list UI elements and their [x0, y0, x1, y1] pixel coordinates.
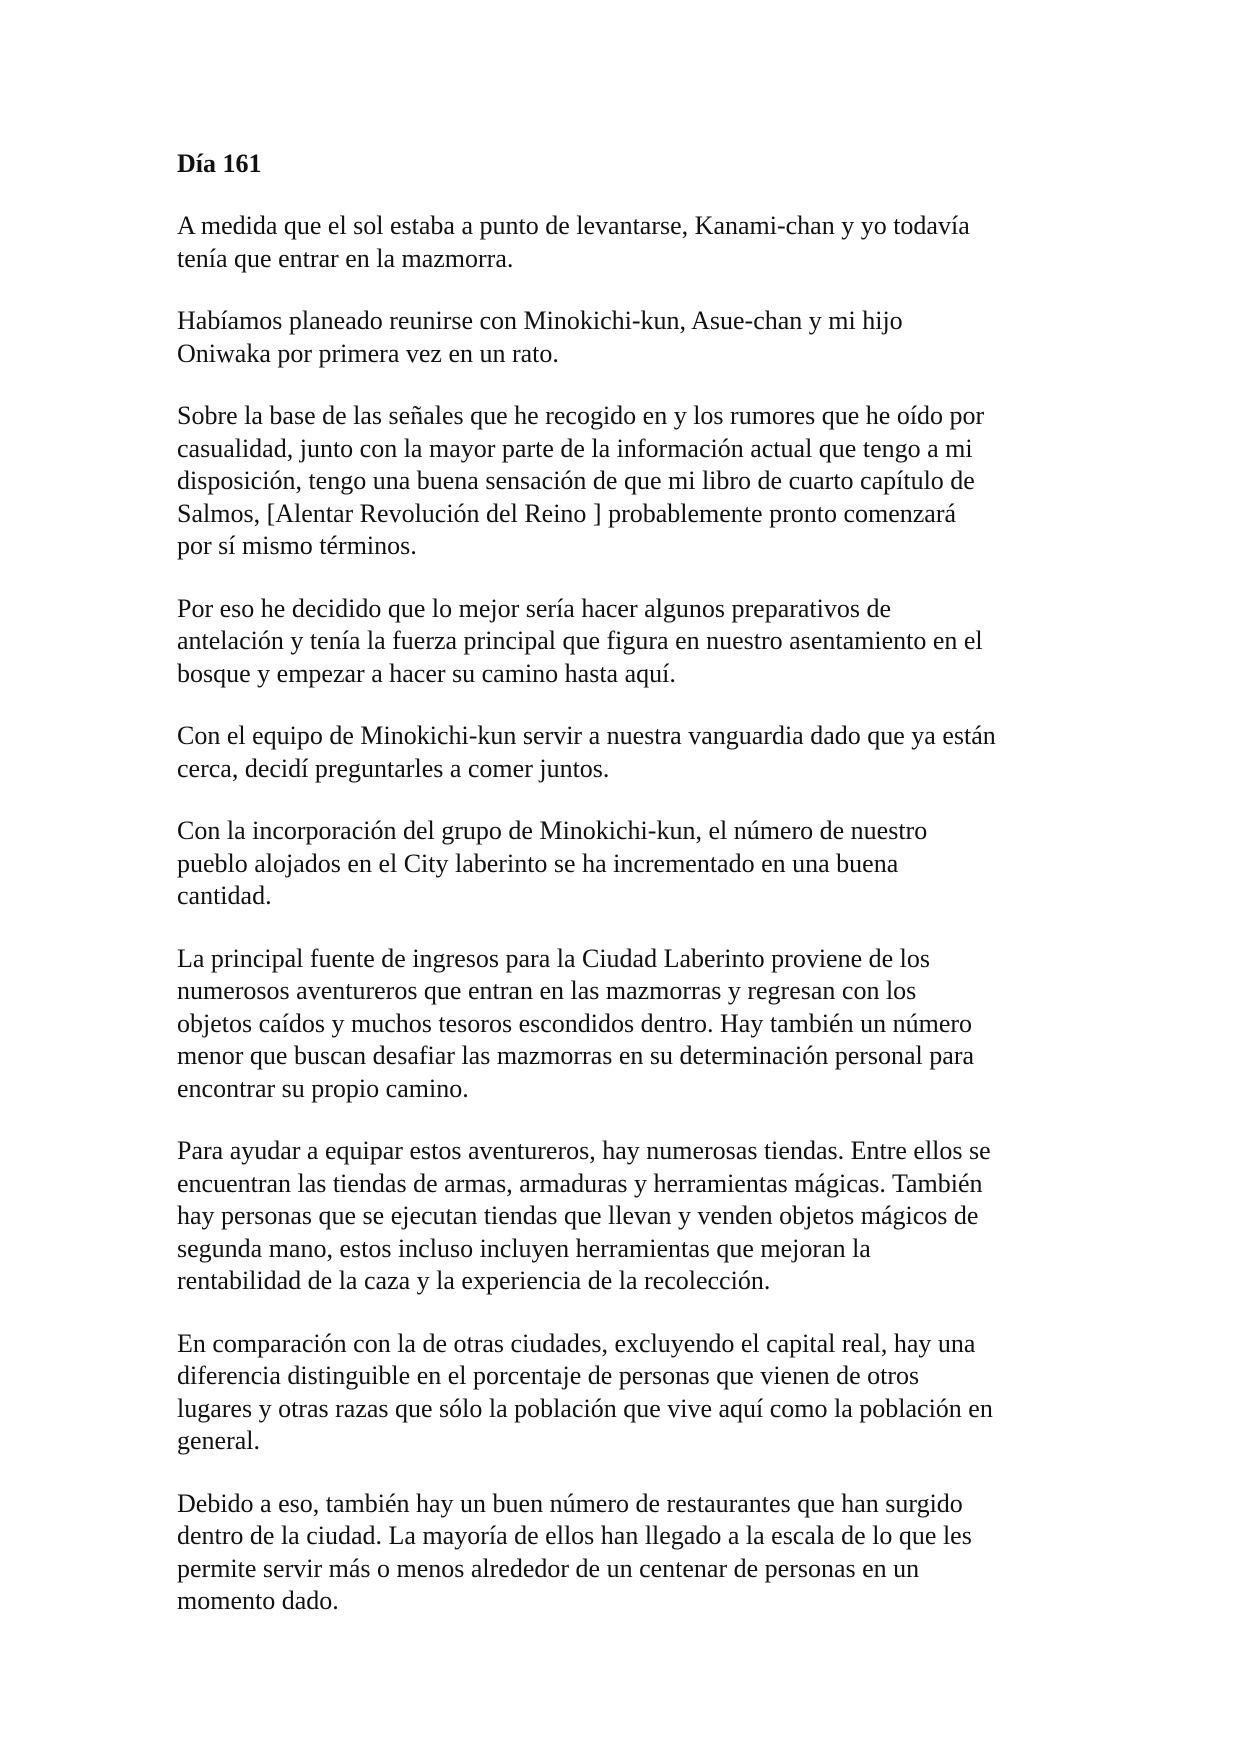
paragraph: La principal fuente de ingresos para la Ciudad Laberinto proviene de los numerosos aventureros que entran en las mazmorras y regresan con los objetos caídos y muchos tesoros escondidos dentro. Hay también un número menor que buscan desafiar las mazmorras en su determinación personal para encontrar su propio camino.	[177, 943, 975, 1103]
paragraph: Habíamos planeado reunirse con Minokichi-kun, Asue-chan y mi hijo Oniwaka por primera vez en un rato.	[177, 306, 903, 368]
document-body	[177, 148, 1077, 1648]
paragraph: A medida que el sol estaba a punto de levantarse, Kanami-chan y yo todavía tenía que entrar en la mazmorra.	[177, 211, 970, 273]
paragraph: Sobre la base de las señales que he recogido en y los rumores que he oído por casualidad, junto con la mayor parte de la información actual que tengo a mi disposición, tengo una buena sensación de que mi libro de cuarto capítulo de Salmos, [Alentar Revolución del Reino ] probablemente pronto comenzará por sí mismo términos.	[177, 401, 985, 560]
paragraph: Para ayudar a equipar estos aventureros, hay numerosas tiendas. Entre ellos se encuentran las tiendas de armas, armaduras y herramientas mágicas. También hay personas que se ejecutan tiendas que llevan y venden objetos mágicos de segunda mano, estos incluso incluyen herramientas que mejoran la rentabilidad de la caza y la experiencia de la recolección.	[177, 1136, 991, 1295]
paragraph: Por eso he decidido que lo mejor sería hacer algunos preparativos de antelación y tenía la fuerza principal que figura en nuestro asentamiento en el bosque y empezar a hacer su camino hasta aquí.	[177, 593, 983, 688]
chapter-heading: Día 161	[177, 149, 262, 178]
paragraph: Con la incorporación del grupo de Minokichi-kun, el número de nuestro pueblo alojados en el City laberinto se ha incrementado en una buena cantidad.	[177, 816, 928, 910]
paragraph: En comparación con la de otras ciudades, excluyendo el capital real, hay una diferencia distinguible en el porcentaje de personas que vienen de otros lugares y otras razas que sólo la población que vive aquí como la población en general.	[177, 1328, 993, 1455]
paragraph: Debido a eso, también hay un buen número de restaurantes que han surgido dentro de la ciudad. La mayoría de ellos han llegado a la escala de lo que les permite servir más o menos alrededor de un centenar de personas en un momento dado.	[177, 1488, 972, 1615]
paragraph: Con el equipo de Minokichi-kun servir a nuestra vanguardia dado que ya están cerca, decidí preguntarles a comer juntos.	[177, 721, 996, 783]
